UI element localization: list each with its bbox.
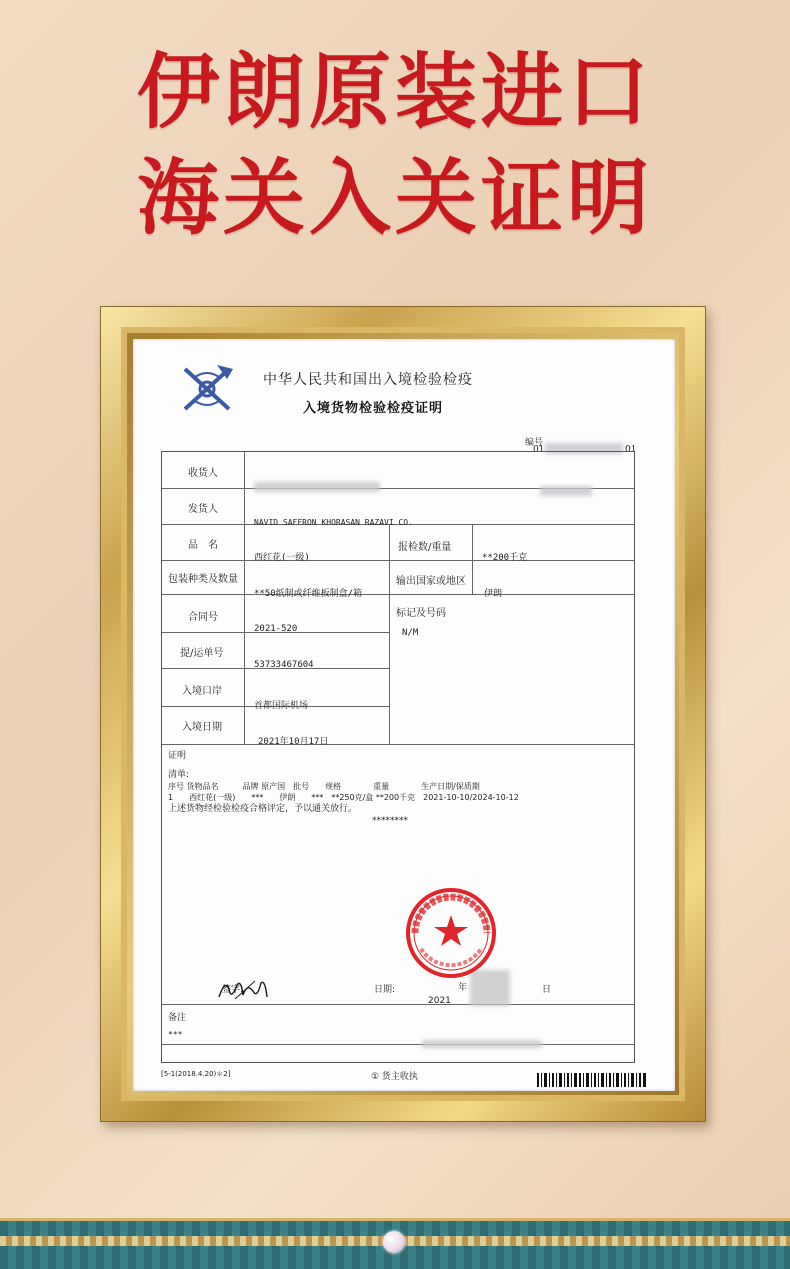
proof-label: 证明	[168, 751, 187, 761]
certificate-table	[161, 451, 635, 1063]
sign-date-year: 2021	[428, 996, 451, 1006]
sign-date-month: 年	[458, 983, 468, 993]
inspection-certificate	[133, 339, 675, 1091]
remarks-value: ***	[168, 1030, 183, 1039]
customs-emblem-icon	[177, 361, 237, 417]
sign-date-label: 日期:	[374, 985, 396, 995]
serial-number-label: 编号	[525, 438, 544, 448]
form-code: [5-1(2018.4.20)＊2]	[161, 1070, 231, 1078]
consignee-label: 收货人	[188, 468, 218, 479]
official-seal-icon	[401, 887, 501, 979]
gold-picture-frame	[100, 306, 706, 1122]
handwritten-signature-icon	[215, 977, 275, 1003]
bill-of-lading-label: 提/运单号	[180, 648, 224, 659]
pearl-ornament-icon	[383, 1231, 405, 1253]
redacted-consignee	[254, 482, 380, 492]
contract-label: 合同号	[188, 612, 218, 623]
entry-date-label: 入境日期	[182, 722, 222, 733]
sign-date-day: 日	[542, 985, 552, 995]
listing-columns: 序号 货物品名 品牌 原产国 批号 规格 重量 生产日期/保质期	[168, 782, 480, 791]
redacted-consignor-id	[540, 486, 592, 496]
entry-port-label: 入境口岸	[182, 686, 222, 697]
listing-heading: 清单:	[168, 770, 190, 780]
packing-label: 包装种类及数量	[168, 574, 238, 585]
certificate-title: 入境货物检验检疫证明	[303, 401, 444, 416]
headline-line-2: 海关入关证明	[136, 151, 653, 246]
headline-line-1: 伊朗原装进口	[136, 45, 653, 140]
marks-label: 标记及号码	[396, 608, 446, 619]
issuing-authority: 中华人民共和国出入境检验检疫	[263, 372, 473, 388]
consignor-value: NAVID SAFFRON KHORASAN RAZAVI CO.	[254, 518, 413, 527]
product-label: 品 名	[188, 540, 218, 551]
consignor-label: 发货人	[188, 504, 218, 515]
bill-of-lading-value: 53733467604	[254, 660, 314, 670]
redacted-remarks	[422, 1040, 542, 1048]
quantity-value: **200千克	[482, 553, 528, 563]
serial-number-suffix: 01	[625, 445, 637, 455]
origin-value: 伊朗	[484, 589, 503, 599]
listing-row: 1 西红花(一级) *** 伊朗 *** **250克/盒 **200千克 2021-10-10/2024-10-12	[168, 793, 519, 802]
listing-stars: ********	[372, 816, 408, 826]
quantity-label: 报检数/重量	[398, 542, 452, 553]
barcode-icon	[537, 1073, 647, 1087]
entry-date-value: 2021年10月17日	[258, 737, 329, 747]
product-value: 西红花(一级)	[254, 553, 310, 563]
marks-value: N/M	[402, 628, 419, 638]
remarks-label: 备注	[168, 1013, 187, 1023]
serial-number-prefix: 01	[533, 445, 545, 455]
copy-label: ① 货主收执	[371, 1072, 418, 1082]
origin-label: 输出国家或地区	[396, 576, 466, 587]
signature-label: 签字:	[222, 985, 244, 995]
contract-value: 2021-520	[254, 624, 298, 634]
packing-value: **50纸制或纤维板制盒/箱	[254, 589, 363, 599]
entry-port-value: 首都国际机场	[254, 701, 309, 711]
listing-statement: 上述货物经检验检疫合格评定，予以通关放行。	[168, 804, 358, 814]
